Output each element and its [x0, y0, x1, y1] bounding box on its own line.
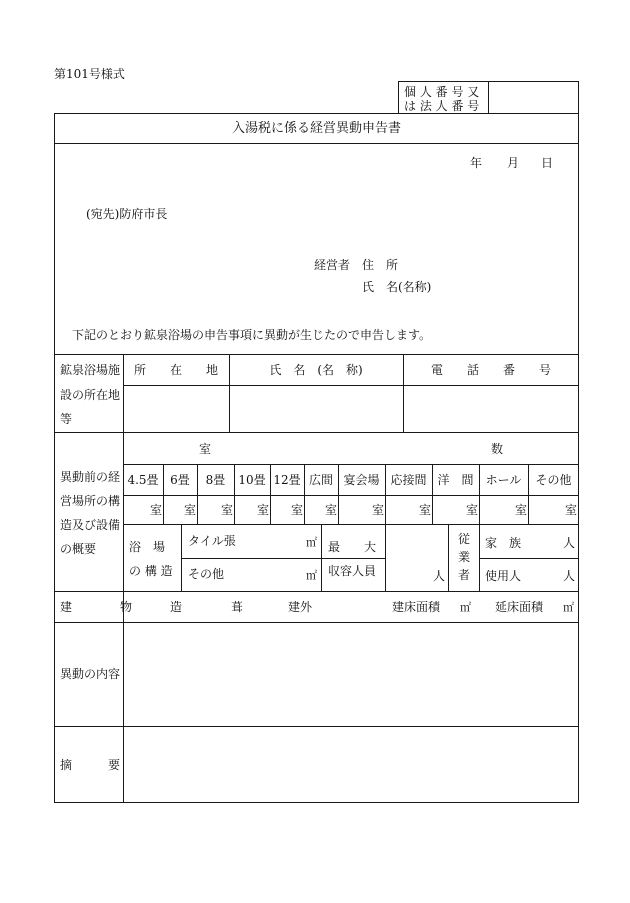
- phone-header: 電 話 番 号: [430, 363, 551, 377]
- structure-label-2: 営場所の構: [60, 494, 121, 508]
- staff-label-1: 従: [458, 532, 471, 546]
- id-label-line2: は 法 人 番 号: [404, 99, 480, 113]
- room-count-western[interactable]: 室: [466, 503, 479, 517]
- family-person-unit[interactable]: 人: [563, 536, 576, 550]
- family-label: 家 族: [485, 536, 522, 550]
- form-number: 第101号様式: [54, 67, 125, 81]
- structure-label-4: の概要: [60, 542, 97, 556]
- room-type-6: 6畳: [170, 473, 190, 487]
- bath-other-label: その他: [188, 567, 225, 581]
- total-area-label: 延床面積: [495, 600, 544, 614]
- room-count-other[interactable]: 室: [565, 503, 578, 517]
- location-header: 所 在 地: [133, 363, 218, 377]
- room-header: 室: [199, 442, 212, 456]
- building-label: 建 物: [60, 600, 133, 614]
- max-capacity-label-1: 最 大: [328, 540, 377, 554]
- capacity-person-unit[interactable]: 人: [433, 569, 446, 583]
- staff-label-3: 者: [458, 568, 471, 582]
- change-content-field[interactable]: [126, 626, 576, 722]
- building-stories[interactable]: 建外: [288, 600, 313, 614]
- tile-area-unit[interactable]: ㎡: [306, 536, 317, 549]
- room-type-reception: 応接間: [390, 473, 427, 487]
- date-year-label: 年: [470, 156, 483, 170]
- form-title: 入湯税に係る経営異動申告書: [231, 121, 401, 136]
- count-header: 数: [491, 442, 504, 456]
- room-type-hiroma: 広間: [308, 473, 333, 487]
- total-area-unit[interactable]: ㎡: [563, 601, 574, 614]
- tile-label: タイル張: [188, 534, 236, 548]
- room-type-4-5: 4.5畳: [127, 473, 159, 487]
- remarks-field[interactable]: [126, 730, 576, 800]
- room-count-10[interactable]: 室: [257, 503, 270, 517]
- floor-area-unit[interactable]: ㎡: [460, 601, 471, 614]
- id-label-line1: 個 人 番 号 又: [404, 85, 480, 99]
- operator-address-label: 住 所: [362, 258, 399, 272]
- room-type-western: 洋 間: [437, 473, 474, 487]
- building-roof[interactable]: 葺: [231, 600, 244, 614]
- floor-area-label: 建床面積: [392, 600, 441, 614]
- remarks-label: 摘 要: [60, 758, 121, 772]
- other-area-unit[interactable]: ㎡: [306, 569, 317, 582]
- name-header: 氏 名 (名 称): [269, 363, 363, 377]
- operator-name-label: 氏 名(名称): [362, 280, 432, 294]
- date-month-label: 月: [507, 156, 520, 170]
- operator-label: 経営者: [314, 258, 351, 272]
- change-content-label: 異動の内容: [60, 667, 121, 681]
- room-count-hall[interactable]: 室: [515, 503, 528, 517]
- room-count-12[interactable]: 室: [291, 503, 304, 517]
- max-capacity-label-2: 収容人員: [328, 564, 377, 578]
- room-count-hiroma[interactable]: 室: [325, 503, 338, 517]
- building-structure[interactable]: 造: [170, 600, 183, 614]
- room-type-10: 10畳: [238, 473, 266, 487]
- bath-structure-label-2: の 構 造: [129, 564, 173, 578]
- bath-structure-label-1: 浴 場: [129, 540, 166, 554]
- employee-person-unit[interactable]: 人: [563, 569, 576, 583]
- facility-label-2: 設の所在地: [60, 388, 121, 402]
- structure-label-1: 異動前の経: [60, 470, 121, 484]
- room-type-banquet: 宴会場: [343, 473, 380, 487]
- room-type-8: 8畳: [205, 473, 226, 487]
- room-count-reception[interactable]: 室: [419, 503, 432, 517]
- room-count-6[interactable]: 室: [184, 503, 197, 517]
- declaration-statement: 下記のとおり鉱泉浴場の申告事項に異動が生じたので申告します。: [72, 328, 432, 342]
- date-day-label: 日: [541, 156, 554, 170]
- employee-label: 使用人: [485, 569, 522, 583]
- addressee: (宛先)防府市長: [86, 207, 168, 221]
- room-count-8[interactable]: 室: [221, 503, 234, 517]
- facility-label-1: 鉱泉浴場施: [60, 363, 121, 377]
- room-type-other: その他: [535, 473, 572, 487]
- room-type-12: 12畳: [273, 473, 301, 487]
- room-count-banquet[interactable]: 室: [372, 503, 385, 517]
- facility-label-3: 等: [60, 412, 73, 426]
- room-type-hall: ホール: [485, 473, 522, 487]
- staff-label-2: 業: [458, 550, 471, 564]
- structure-label-3: 造及び設備: [60, 518, 121, 532]
- room-count-4-5[interactable]: 室: [150, 503, 163, 517]
